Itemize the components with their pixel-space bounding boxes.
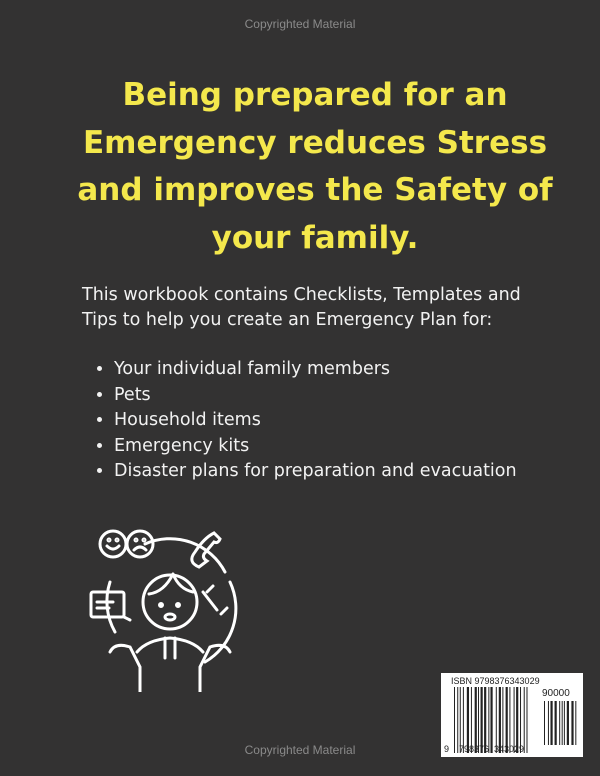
barcode-bar (567, 701, 569, 745)
headline-line: Being prepared for an (122, 77, 508, 113)
headline-line: Emergency reduces Stress (82, 124, 548, 161)
intro-line: This workbook contains Checklists, Templates and (82, 285, 521, 305)
barcode-bar (564, 701, 565, 745)
barcode-bar (562, 701, 563, 745)
barcode-digit: 9 (444, 744, 450, 754)
list-item: • Disaster plans for preparation and evacuation (114, 459, 517, 485)
price-code: 90000 (542, 688, 570, 699)
barcode-bar (550, 701, 552, 745)
copyright-watermark-bottom: Copyrighted Material (244, 743, 356, 757)
barcode-digit: 343029 (494, 744, 525, 754)
barcode-digit: 798376 (459, 744, 490, 754)
isbn-label: ISBN 9798376343029 (451, 676, 540, 686)
headline-line: and improves the Safety of (77, 172, 553, 208)
headline-line: your family. (211, 219, 419, 256)
barcode-bar (571, 701, 573, 745)
barcode-bar (548, 701, 549, 745)
barcode-bar (575, 701, 576, 745)
list-item: • Your individual family members (114, 357, 517, 383)
list-item: • Pets (114, 383, 517, 409)
bullet-list (95, 357, 517, 485)
list-item: • Emergency kits (114, 434, 517, 460)
headline (60, 72, 570, 262)
family-support-illustration-icon (85, 522, 255, 692)
barcode-bar (555, 701, 557, 745)
copyright-watermark-top: Copyrighted Material (244, 17, 356, 31)
intro-line: Tips to help you create an Emergency Plan for: (82, 310, 493, 330)
intro-paragraph (82, 283, 562, 333)
list-item: • Household items (114, 408, 517, 434)
barcode-bar (559, 701, 560, 745)
barcode-bar (544, 701, 545, 745)
